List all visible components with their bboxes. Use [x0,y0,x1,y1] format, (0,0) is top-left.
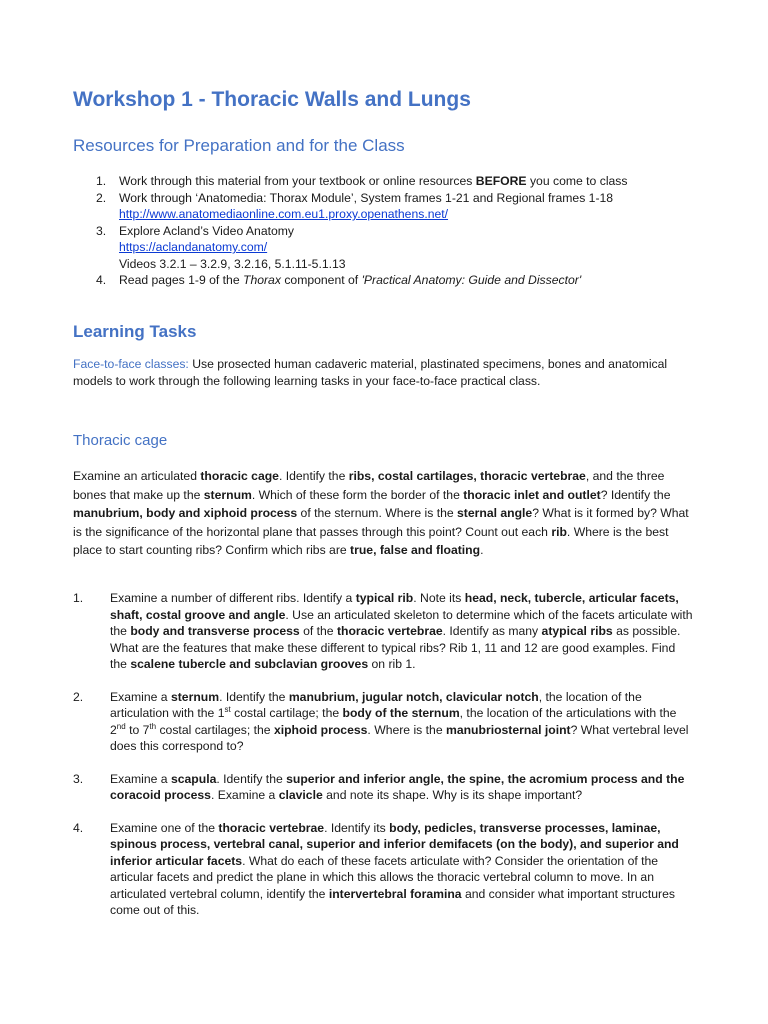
task-number: 2. [73,689,84,704]
list-item [96,223,716,273]
text: . Identify the [278,469,349,483]
emphasis: thoracic cage [200,469,279,483]
task-number: 4. [73,820,84,835]
emphasis: rib [551,524,567,539]
list-number: 2. [96,190,107,205]
emphasis: atypical ribs [541,624,613,638]
text: . Examine a [210,788,279,802]
resources-heading: Resources for Preparation and for the Class [73,136,405,155]
emphasis: intervertebral foramina [328,886,462,901]
emphasis: head, neck, tubercle, articular facets, shaft, costal groove and angle [110,591,679,622]
text: . Note its [413,591,465,605]
text: . Identify the [216,771,287,786]
face-to-face-paragraph [73,356,693,389]
resource-text: Work through this material from your textbook or online resources [119,174,476,188]
ftf-label: Face-to-face classes: [73,357,189,371]
text: of the sternum. Where is the [297,506,458,521]
text: Examine an articulated [73,469,201,483]
task-item [73,771,693,804]
resource-text: Work through ‘Anatomedia: Thorax Module’, System frames 1-21 and Regional frames 1-18 [119,190,614,205]
emphasis: true, false and floating [350,543,481,558]
resources-list [96,173,716,289]
emphasis: manubrium, jugular notch, clavicular notch [288,689,539,704]
learning-tasks-heading: Learning Tasks [73,322,197,341]
text: Examine a [110,689,171,704]
emphasis: thoracic inlet and outlet [463,487,601,502]
text: . Which of these form the border of the [251,487,464,502]
emphasis: body and transverse process [130,624,300,638]
text: ? What is it formed by? What is the significance of the horizontal plane that passes through this point? Count out each [73,506,689,539]
text: . Identify as many [442,624,542,638]
resource-text: you come to class [526,174,628,188]
superscript: th [149,721,157,731]
resource-emphasis: BEFORE [475,174,527,188]
list-number: 3. [96,223,107,238]
emphasis: typical rib [355,591,414,605]
text: Examine a number of different ribs. Identify a [110,591,356,605]
thoracic-cage-heading: Thoracic cage [73,432,168,449]
emphasis: scapula [170,771,217,786]
text: as possible. What are the features that make these different to typical ribs? Rib 1, 11 and 12 are good examples. Find the [110,624,681,671]
text: and note its shape. Why is its shape important? [322,788,583,802]
text: ? What vertebral level does this correspond to? [110,722,689,753]
videos-text: Videos 3.2.1 – 3.2.9, 3.2.16, 5.1.11-5.1.13 [119,256,346,271]
resource-italic: 'Practical Anatomy: Guide and Dissector' [361,273,582,287]
task-item [73,689,693,755]
text: . Identify the [219,689,289,704]
emphasis: manubrium, body and xiphoid process [73,506,298,521]
emphasis: superior and inferior angle, the spine, the acromium process and the coracoid process [110,771,685,802]
text: , the location of the articulations with the 2 [110,706,677,737]
text: of the [299,624,337,638]
list-item [96,190,716,223]
text: and consider what important structures come out of this. [110,886,675,917]
emphasis: sternal angle [457,506,533,521]
page-title: Workshop 1 - Thoracic Walls and Lungs [73,88,471,111]
emphasis: scalene tubercle and subclavian grooves [130,657,369,671]
resource-text: Read pages 1-9 of the [119,273,243,287]
task-number: 1. [73,591,84,605]
emphasis: sternum [170,689,220,704]
superscript: st [224,704,231,714]
emphasis: manubriosternal joint [446,722,571,737]
ftf-text: Use prosected human cadaveric material, plastinated specimens, bones and anatomical models to work through the following learning tasks in your face-to-face practical class. [73,357,668,388]
text: . Where is the best place to start counting ribs? Confirm which ribs are [73,524,669,558]
intro-paragraph [73,467,693,560]
emphasis: sternum [203,487,252,502]
emphasis: thoracic vertebrae [336,624,443,638]
resource-text: Explore Acland’s Video Anatomy [119,223,295,238]
task-number: 3. [73,771,84,786]
emphasis: xiphoid process [273,722,368,737]
text: ? Identify the [600,487,671,502]
tasks-list [73,590,693,935]
text: , and the three bones that make up the [73,469,665,502]
emphasis: body of the sternum [342,706,460,720]
emphasis: ribs, costal cartilages, thoracic vertebrae [348,469,586,483]
resource-text: component of [280,273,362,287]
text: Examine a [110,771,171,786]
text: costal cartilage; the [230,706,343,720]
list-number: 1. [96,174,107,188]
text: costal cartilages; the [156,722,274,737]
text: , the location of the articulation with the 1 [110,689,642,720]
text: Examine one of the [110,820,219,835]
emphasis: body, pedicles, transverse processes, laminae, spinous process, vertebral canal, superior and inferior demifacets (on the body), and superior and inferior articular facets [110,820,679,868]
text: on rib 1. [368,657,416,671]
text: . Use an articulated skeleton to determine which of the facets articulate with the [110,607,693,638]
emphasis: thoracic vertebrae [218,820,325,835]
task-item [73,820,693,919]
acland-link[interactable]: https://aclandanatomy.com/ [119,240,268,254]
list-number: 4. [96,273,107,287]
text: to 7 [125,722,150,737]
text: . Where is the [367,722,446,737]
anatomedia-link[interactable]: http://www.anatomediaonline.com.eu1.proxy.openathens.net/ [119,207,449,221]
text: . Identify its [324,820,390,835]
resource-italic: Thorax [243,273,281,287]
list-item [96,173,716,190]
task-item [73,590,693,673]
superscript: nd [116,721,126,731]
text: . [480,543,484,558]
emphasis: clavicle [278,788,323,802]
list-item [96,272,716,289]
text: . What do each of these facets articulate with? Consider the orientation of the articular facets and predict the plane in which this allows the thoracic vertebral column to move. In an articulated vertebral column, identify the [110,853,659,901]
